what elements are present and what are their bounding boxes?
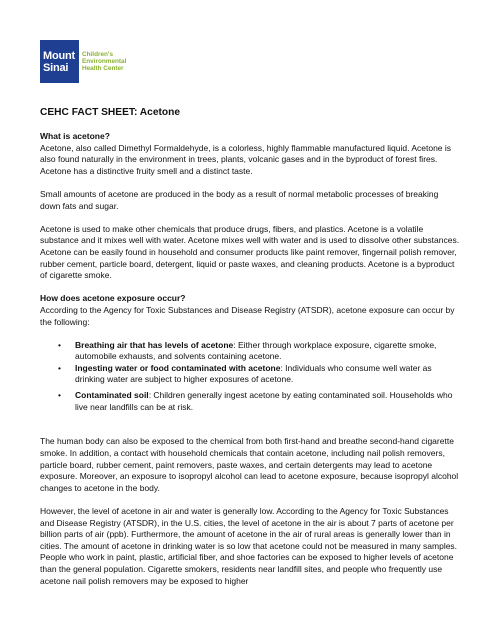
mount-sinai-logo	[40, 40, 126, 83]
list-item-text: : Either through workplace exposure, cigarette smoke, automobile exhausts, and solvents containing acetone.	[75, 339, 437, 362]
logo-line-1: Mount	[43, 49, 75, 62]
paragraph-metabolism: Small amounts of acetone are produced in the body as a result of normal metabolic processes of breaking down fats and sugar.	[40, 188, 439, 211]
paragraph-uses: Acetone is used to make other chemicals that produce drugs, fibers, and plastics. Acetone is a volatile substance and it mixes well with water. Acetone mixes well with water and is used to dissolve other substances. Acetone can be easily found in household and consumer products like paint remover, fingernail polish remover, rubber cement, particle board, detergent, liquid or paste waxes, and cleaning products. Acetone is a byproduct of cigarette smoke.	[40, 223, 460, 281]
paragraph-definition: Acetone, also called Dimethyl Formaldehyde, is a colorless, highly flammable manufactured liquid. Acetone is also found naturally in the environment in trees, plants, volcanic gases and in the byproduct of forest fires. Acetone has a distinctive fruity smell and a distinct taste.	[40, 142, 452, 176]
exposure-list	[40, 340, 460, 414]
bullet-icon: •	[58, 362, 61, 373]
document-body	[40, 131, 460, 587]
list-item	[40, 390, 460, 413]
logo-line-2: Sinai	[43, 61, 69, 74]
section-heading-exposure: How does acetone exposure occur?	[40, 293, 186, 304]
bullet-icon: •	[58, 339, 61, 350]
list-item	[40, 363, 460, 386]
page-title: CEHC FACT SHEET: Acetone	[40, 107, 180, 118]
list-item-text: : Individuals who consume well water as drinking water are subject to higher exposures of acetone.	[75, 362, 432, 385]
paragraph-levels: However, the level of acetone in air and water is generally low. According to the Agency for Toxic Substances and Disease Registry (ATSDR), in the U.S. cities, the level of acetone in the air is about 7 parts of acetone per billion parts of air (ppb). Furthermore, the amount of acetone in the air of rural areas is generally lower than in cities. The amount of acetone in drinking water is so low that acetone could not be measured in many samples. People who work in paint, plastic, artificial fiber, and shoe factories can be exposed to higher levels of acetone than the general population. Cigarette smokers, residents near landfill sites, and people who frequently use acetone nail polish removers may be exposed to higher	[40, 506, 458, 586]
list-item-label: Breathing air that has levels of acetone	[75, 339, 234, 350]
logo-subtitle	[82, 51, 126, 73]
list-item-text: : Children generally ingest acetone by eating contaminated soil. Households who live near landfills can be at risk.	[75, 390, 453, 412]
list-item	[40, 340, 460, 363]
section-heading-what-is: What is acetone?	[40, 131, 110, 141]
list-item-label: Ingesting water or food contaminated with acetone	[75, 362, 281, 373]
paragraph-exposure-intro: According to the Agency for Toxic Substances and Disease Registry (ATSDR), acetone exposure can occur by the following:	[40, 304, 455, 327]
logo-sub-3: Health Center	[82, 65, 124, 73]
logo-sub-2: Environmental	[82, 57, 127, 65]
list-item-label: Contaminated soil	[75, 390, 149, 401]
paragraph-body-exposure: The human body can also be exposed to the chemical from both first-hand and breathe second-hand cigarette smoke. In addition, a contact with household chemicals that contain acetone, including nail polish removers, particle board, rubber cement, paint removers, paste waxes, and certain detergents may lead to acetone exposure. Moreover, an exposure to isopropyl alcohol can lead to acetone exposure, because isopropyl alcohol changes to acetone in the body.	[40, 436, 459, 493]
logo-sub-1: Children's	[82, 50, 113, 58]
bullet-icon: •	[58, 390, 61, 401]
logo-wordmark	[40, 40, 79, 83]
